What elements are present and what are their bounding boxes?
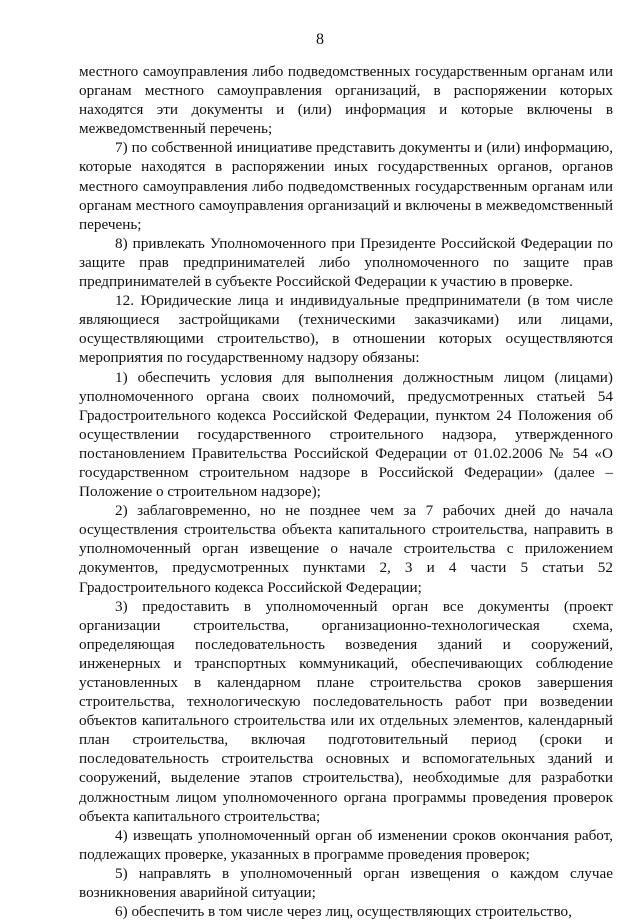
paragraph-duty-6: 6) обеспечить в том числе через лиц, осуществляющих строительство, xyxy=(115,903,572,921)
paragraph-item-8: 8) привлекать Уполномоченного при Президенте Российской Федерации по защите прав предпринимателей либо уполномоченного по защите прав предпринимателей в субъекте Российской Федерации к участию в проверке. xyxy=(79,234,613,291)
document-body xyxy=(79,62,613,921)
paragraph-duty-1: 1) обеспечить условия для выполнения должностным лицом (лицами) уполномоченного органа своих полномочий, предусмотренных статьей 54 Градостроительного кодекса Российской Федерации, пунктом 24 Положения об осуществлении государственного строительного надзора, утвержденного постановлением Правительства Российской Федерации от 01.02.2006 № 54 «О государственном строительном надзоре в Российской Федерации» (далее – Положение о строительном надзоре); xyxy=(79,368,613,501)
paragraph-duty-5: 5) направлять в уполномоченный орган извещения о каждом случае возникновения аварийной ситуации; xyxy=(79,864,613,902)
paragraph-clause-12: 12. Юридические лица и индивидуальные предприниматели (в том числе являющиеся застройщиками (техническими заказчиками) или лицами, осуществляющими строительство), в отношении которых осуществляются мероприятия по государственному надзору обязаны: xyxy=(79,292,613,367)
paragraph-item-7: 7) по собственной инициативе представить документы и (или) информацию, которые находятся в распоряжении иных государственных органов, органов местного самоуправления либо подведомственных государственным органам или органам местного самоуправления организаций и включены в межведомственный перечень; xyxy=(79,139,613,233)
paragraph-duty-2: 2) заблаговременно, но не позднее чем за 7 рабочих дней до начала осуществления строительства объекта капитального строительства, направить в уполномоченный орган извещение о начале строительства с приложением документов, предусмотренных пунктами 2, 3 и 4 части 5 статьи 52 Градостроительного кодекса Российской Федерации; xyxy=(79,502,613,596)
paragraph-continuation: местного самоуправления либо подведомственных государственным органам или органам местного самоуправления организаций, в распоряжении которых находятся эти документы и (или) информация и которые включены в межведомственный перечень; xyxy=(79,63,613,138)
paragraph-duty-4: 4) извещать уполномоченный орган об изменении сроков окончания работ, подлежащих проверке, указанных в программе проведения проверок; xyxy=(79,826,613,863)
page-number: 8 xyxy=(316,31,324,48)
paragraph-duty-3: 3) предоставить в уполномоченный орган все документы (проект организации строительства, организационно-технологическая схема, определяющая последовательность возведения зданий и сооружений, инженерных и транспортных коммуникаций, обеспечивающих соблюдение установленных в календарном плане строительства сроков завершения строительства, технологическую последовательность работ при возведении объектов капитального строительства или их отдельных элементов, календарный план строительства, включая подготовительный период (сроки и последовательность строительства основных и вспомогательных зданий и сооружений, выделение этапов строительства), необходимые для разработки должностным лицом уполномоченного органа программы проведения проверок объекта капитального строительства; xyxy=(79,597,613,825)
